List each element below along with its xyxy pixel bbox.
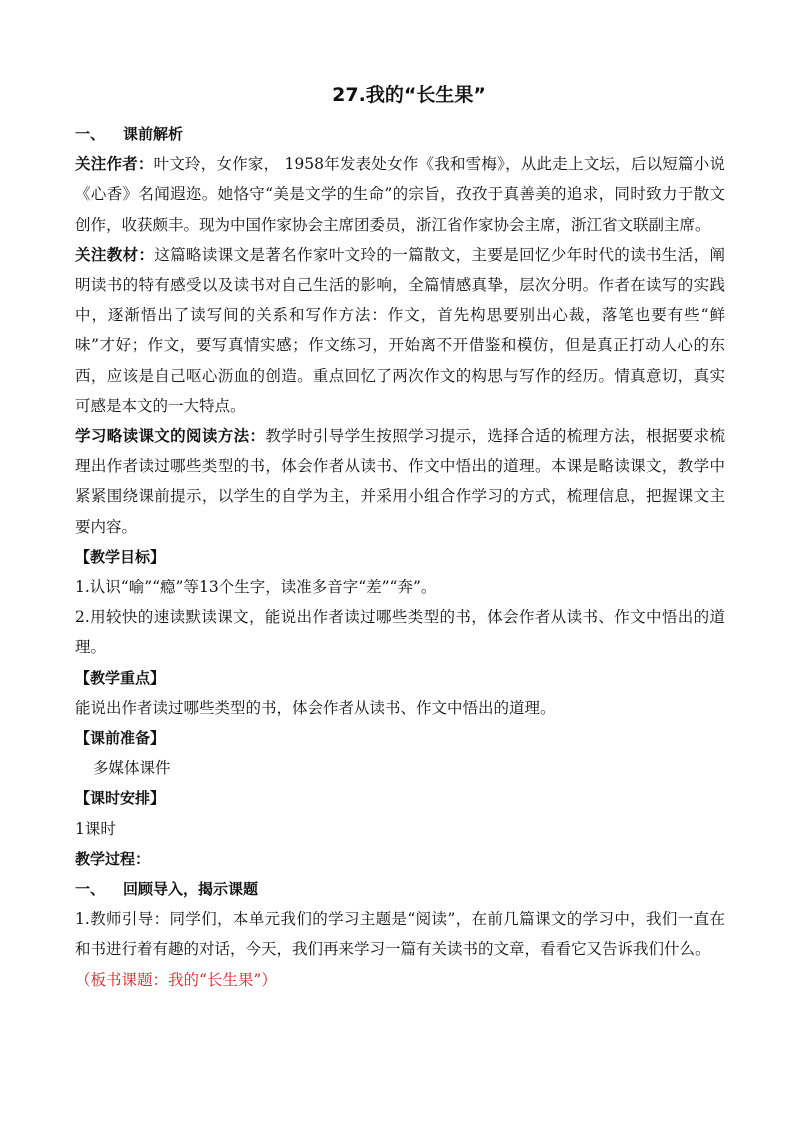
schedule-heading: 【课时安排】 (75, 789, 166, 808)
focus-heading: 【教学重点】 (75, 668, 166, 687)
section-title: 课前解析 (123, 125, 184, 143)
author-paragraph (75, 149, 725, 240)
section-heading-1 (75, 119, 725, 149)
page-title: 27.我的“长生果” (332, 84, 486, 106)
material-label: 关注教材： (75, 245, 155, 264)
method-label: 学习略读课文的阅读方法： (75, 427, 266, 446)
author-text: 叶文玲，女作家， 1958年发表处女作《我和雪梅》，从此走上文坛，后以短篇小说《心香》名闻遐迩。她恪守“美是文学的生命”的宗旨，孜孜于真善美的追求，同时致力于散文创作，收获颇丰。现为中国作家协会主席团委员，浙江省作家协会主席，浙江省文联副主席。 (75, 155, 725, 234)
material-text: 这篇略读课文是著名作家叶文玲的一篇散文，主要是回忆少年时代的读书生活，阐明读书的特有感受以及读书对自己生活的影响，全篇情感真挚，层次分明。作者在读写的实践中，逐渐悟出了读写间的关系和写作方法：作文，首先构思要别出心裁，落笔也要有些“鲜味”才好；作文，要写真情实感；作文练习，开始离不开借鉴和模仿，但是真正打动人心的东西，应该是自己呕心沥血的创造。重点回忆了两次作文的构思与写作的经历。情真意切，真实可感是本文的一大特点。 (75, 245, 725, 415)
author-label: 关注作者： (75, 155, 154, 174)
method-paragraph (75, 421, 725, 542)
goal-item: 2.用较快的速读默读课文，能说出作者读过哪些类型的书，体会作者从读书、作文中悟出的道理。 (75, 608, 725, 657)
goal-item: 1.认识“喻”“瘾”等13个生字，读准多音字“差”“奔”。 (75, 578, 437, 597)
step-heading-1 (75, 874, 725, 904)
goals-heading: 【教学目标】 (75, 547, 166, 566)
focus-text: 能说出作者读过哪些类型的书，体会作者从读书、作文中悟出的道理。 (75, 698, 556, 717)
prep-heading: 【课前准备】 (75, 729, 166, 748)
method-text: 教学时引导学生按照学习提示，选择合适的梳理方法，根据要求梳理出作者读过哪些类型的书，体会作者从读书、作文中悟出的道理。本课是略读课文，教学中紧紧围绕课前提示，以学生的自学为主，并采用小组合作学习的方式，梳理信息，把握课文主要内容。 (75, 427, 725, 536)
board-note: （板书课题：我的“长生果”） (75, 970, 277, 989)
step-title: 回顾导入，揭示课题 (123, 880, 259, 899)
step-number: 一、 (75, 880, 106, 899)
document-content (75, 80, 725, 995)
guide-paragraph: 1.教师引导：同学们，本单元我们的学习主题是“阅读”，在前几篇课文的学习中，我们一直在和书进行着有趣的对话，今天，我们再来学习一篇有关读书的文章，看看它又告诉我们什么。 (75, 910, 725, 959)
schedule-text: 1课时 (75, 819, 116, 838)
material-paragraph (75, 240, 725, 421)
process-heading: 教学过程： (75, 849, 151, 868)
section-number: 一、 (75, 125, 106, 143)
prep-text: 多媒体课件 (93, 759, 171, 778)
